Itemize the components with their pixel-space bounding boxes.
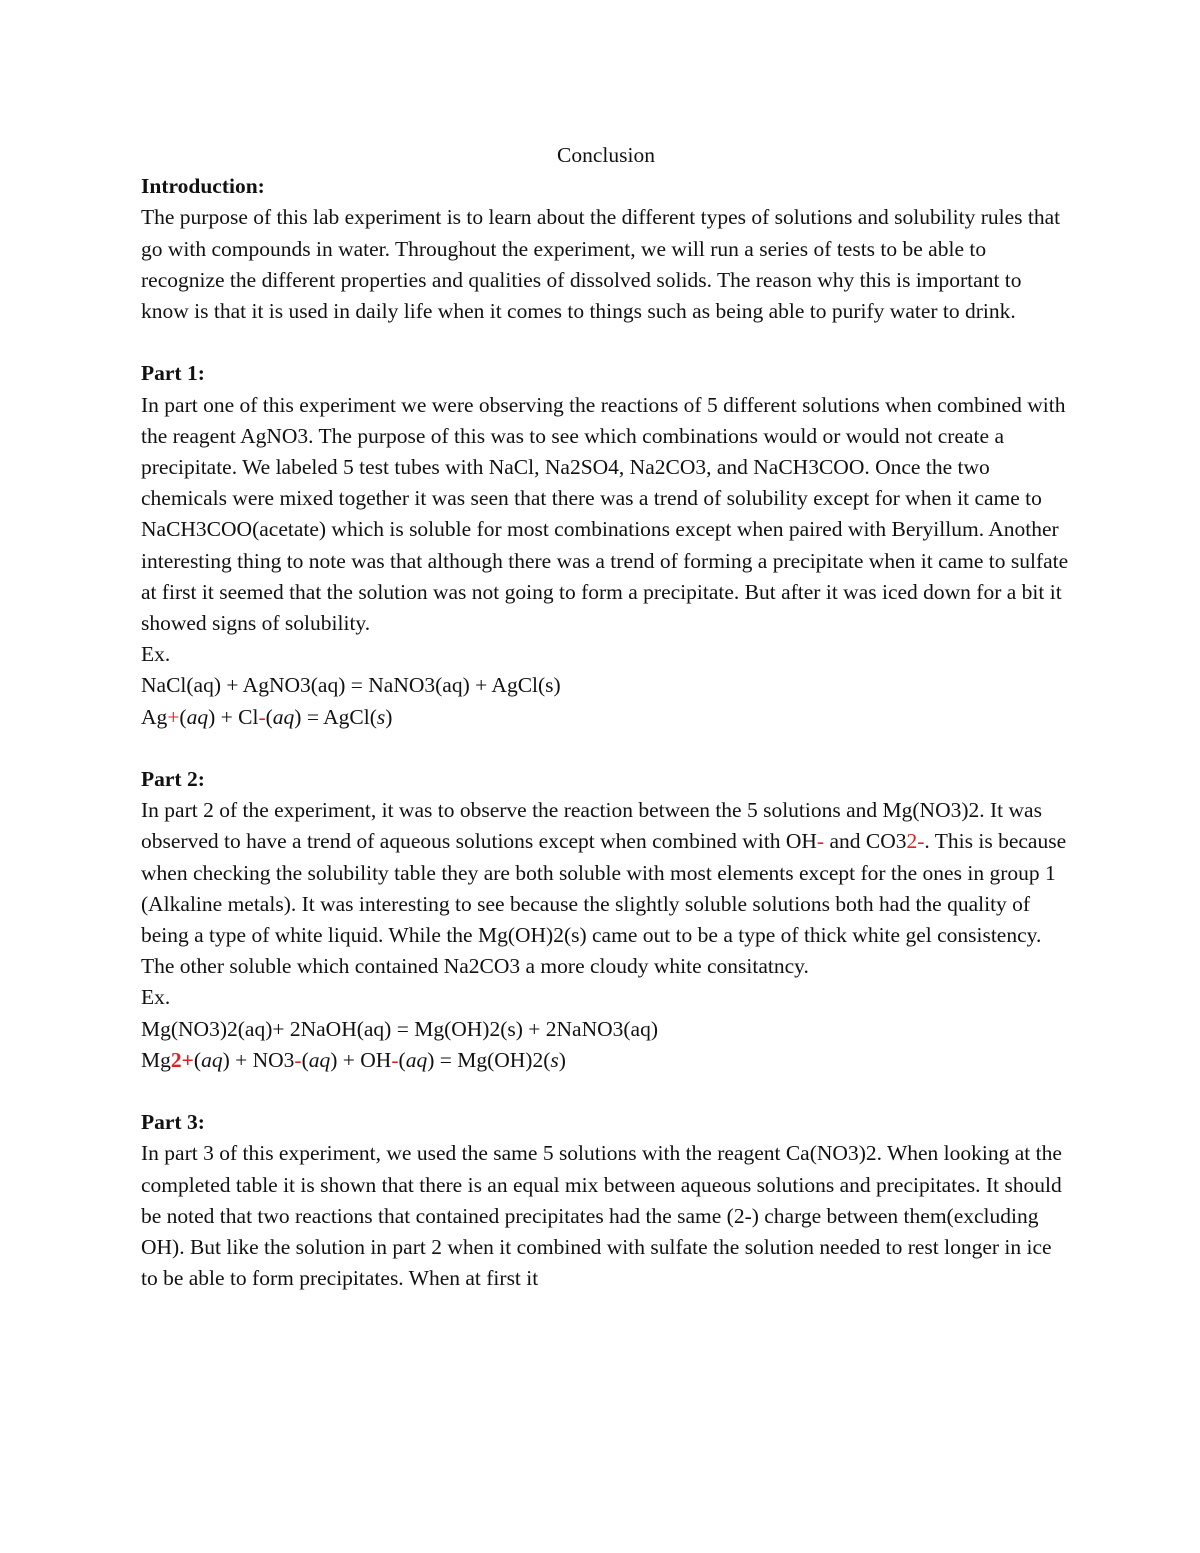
document-title: Conclusion xyxy=(557,143,655,167)
chloride-charge: - xyxy=(258,704,266,729)
part3-paragraph: In part 3 of this experiment, we used the same 5 solutions with the reagent Ca(NO3)2. When looking at the completed table it is shown that there is an equal mix between aqueous solutions and precipitates. It should be noted that two reactions that contained precipitates had the same (2-) charge between them(excluding OH). But like the solution in part 2 when it combined with sulfate the solution needed to rest longer in ice to be able to form precipitates. When at first it xyxy=(141,1141,1062,1291)
document-body xyxy=(141,140,1071,1294)
section-spacer xyxy=(141,1076,1071,1107)
aq-state: aq xyxy=(405,1047,428,1072)
equation-segment: ) xyxy=(558,1047,566,1072)
part3-heading: Part 3: xyxy=(141,1110,205,1135)
section-spacer xyxy=(141,327,1071,358)
carbonate-charge: 2- xyxy=(906,829,925,854)
part2-text-a: In part 2 of the experiment, it was to observe the reaction between the 5 solutions and Mg(NO3)2. It was observed to have a trend of aqueous solutions except when combined with xyxy=(141,798,1042,854)
magnesium-charge: 2+ xyxy=(170,1047,194,1072)
aq-state: aq xyxy=(201,1047,223,1072)
hydroxide-charge: - xyxy=(816,829,825,854)
section-spacer xyxy=(141,733,1071,764)
solid-state: s xyxy=(376,704,386,729)
aq-state: aq xyxy=(308,1047,331,1072)
hydroxide-text: OH xyxy=(785,829,817,854)
silver-charge: + xyxy=(167,704,180,729)
carbonate-text: and CO3 xyxy=(824,829,907,854)
equation-segment: ) + Cl xyxy=(208,704,259,729)
part1-net-ionic-equation: Ag+(aq) + Cl-(aq) = AgCl(s) xyxy=(141,704,393,729)
equation-segment: ) + OH xyxy=(330,1047,392,1072)
aq-state: aq xyxy=(272,704,295,729)
intro-heading: Introduction: xyxy=(141,174,265,199)
part2-text-b: . This is because when checking the solubility table they are both soluble with most elements except for the ones in group 1 (Alkaline metals). It was interesting to see because the slightly soluble solutions both had the quality of being a type of white liquid. While the Mg(OH)2(s) came out to be a type of thick white gel consistency. The other soluble which contained Na2CO3 a more cloudy white consitatncy. xyxy=(141,829,1067,979)
part1-heading: Part 1: xyxy=(141,361,205,386)
magnesium-symbol: Mg xyxy=(141,1047,171,1072)
part1-molecular-equation: NaCl(aq) + AgNO3(aq) = NaNO3(aq) + AgCl(s) xyxy=(141,673,561,698)
hydroxide-ion-charge: - xyxy=(391,1047,399,1072)
part2-net-ionic-equation: Mg2+(aq) + NO3-(aq) + OH-(aq) = Mg(OH)2(s) xyxy=(141,1047,566,1072)
equation-segment: ) xyxy=(385,704,393,729)
nitrate-charge: - xyxy=(294,1047,302,1072)
part2-example-label: Ex. xyxy=(141,985,171,1010)
part1-example-label: Ex. xyxy=(141,642,171,667)
part2-paragraph xyxy=(141,795,1071,982)
solid-state: s xyxy=(550,1047,559,1072)
aq-state: aq xyxy=(186,704,209,729)
part1-paragraph: In part one of this experiment we were observing the reactions of 5 different solutions when combined with the reagent AgNO3. The purpose of this was to see which combinations would or would not create a precipitate. We labeled 5 test tubes with NaCl, Na2SO4, Na2CO3, and NaCH3COO. Once the two chemicals were mixed together it was seen that there was a trend of solubility except for when it came to NaCH3COO(acetate) which is soluble for most combinations except when paired with Beryillum. Another interesting thing to note was that although there was a trend of forming a precipitate when it came to sulfate at first it seemed that the solution was not going to form a precipitate. But after it was iced down for a bit it showed signs of solubility. xyxy=(141,392,1069,636)
equation-segment: ) = AgCl( xyxy=(294,704,377,729)
equation-segment: ) = Mg(OH)2( xyxy=(427,1047,551,1072)
silver-symbol: Ag xyxy=(141,704,168,729)
equation-segment: ) + NO3 xyxy=(222,1047,295,1072)
part2-heading: Part 2: xyxy=(141,767,205,792)
intro-paragraph: The purpose of this lab experiment is to learn about the different types of solutions and solubility rules that go with compounds in water. Throughout the experiment, we will run a series of tests to be able to recognize the different properties and qualities of dissolved solids. The reason why this is important to know is that it is used in daily life when it comes to things such as being able to purify water to drink. xyxy=(141,205,1061,324)
part2-molecular-equation: Mg(NO3)2(aq)+ 2NaOH(aq) = Mg(OH)2(s) + 2NaNO3(aq) xyxy=(141,1016,658,1041)
